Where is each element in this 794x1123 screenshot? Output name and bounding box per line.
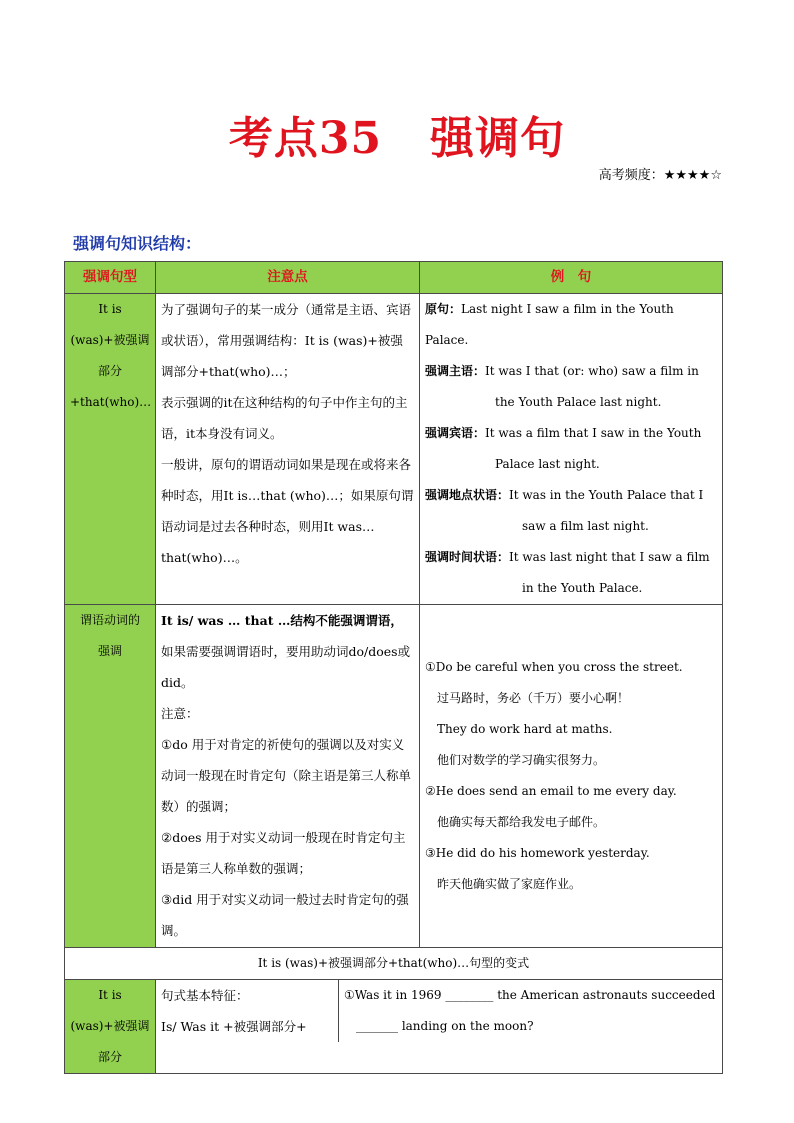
features-text: Is/ Was it +被强调部分+ [161,1019,307,1034]
header-type: 强调句型 [65,262,156,294]
row4-inner [156,980,722,1042]
table-row [65,605,723,948]
knowledge-table [64,261,723,1074]
example-line: _______ landing on the moon? [356,1019,534,1033]
table-row [65,980,723,1074]
example-text: It was last night that I saw a film [509,550,710,564]
example-text: It was I that (or: who) saw a film in [485,364,699,378]
table-header-row [65,262,723,294]
header-examples: 例 句 [420,262,723,294]
notes-bold: It is/ was … that …结构不能强调谓语， [161,613,403,628]
example-text-cont: the Youth Palace last night. [495,395,662,409]
example-text-cont: in the Youth Palace. [522,581,643,595]
note-lead: ①do [161,737,188,752]
example-line: ①Was it in 1969 ________ the American astronauts succeeded [344,988,716,1002]
row4-content [156,980,723,1074]
row4-type: It is (was)+被强调部分 [65,980,156,1074]
page-title [0,102,794,166]
example-label: 强调宾语： [425,426,486,440]
row2-notes [156,605,420,948]
example-label: 强调主语： [425,364,486,378]
example-item [425,480,717,542]
example-item [425,418,717,480]
note-lead: ③did [161,892,193,907]
example-label: 强调时间状语： [425,550,510,564]
header-notes: 注意点 [156,262,420,294]
row2-examples [420,605,723,948]
table-row [65,294,723,605]
row2-type: 谓语动词的强调 [65,605,156,948]
example-line: 过马路时，务必（千万）要小心啊！ [437,691,630,705]
features-label: 句式基本特征： [161,988,249,1003]
example-line: ②He does send an email to me every day. [425,784,677,798]
note-text: 用于对肯定的祈使句的强调以及对实义动词一般现在时肯定句（除主语是第三人称单数）的强调； [161,737,412,814]
row1-notes [156,294,420,605]
row3-caption: It is (was)+被强调部分+that(who)…句型的变式 [65,948,723,980]
table-row [65,948,723,980]
notes-rest: 如果需要强调谓语时，要用助动词do/does或did。 [161,644,411,690]
row1-examples [420,294,723,605]
title-part2: 强调句 [430,113,566,164]
example-line: They do work hard at maths. [437,722,613,736]
note-text: 表示强调的it在这种结构的句子中作主句的主语，it本身没有词义。 [161,395,408,441]
example-text: It was a film that I saw in the Youth [485,426,702,440]
note-item [161,822,414,884]
example-item [425,356,717,418]
example-text: Last night I saw a film in the Youth Palace. [425,302,674,347]
title-part1: 考点35 [228,113,383,164]
example-line: ③He did do his homework yesterday. [425,846,650,860]
example-text-cont: saw a film last night. [522,519,649,533]
example-text: It was in the Youth Palace that I [509,488,704,502]
note-text: 用于对实义动词一般过去时肯定句的强调。 [161,892,409,938]
example-text-cont: Palace last night. [495,457,600,471]
example-line: 昨天他确实做了家庭作业。 [437,877,582,891]
row4-example [339,980,722,1042]
example-line: 他们对数学的学习确实很努力。 [437,753,606,767]
row1-type: It is (was)+被强调部分+that(who)… [65,294,156,605]
note-item [161,729,414,822]
note-text: 一般讲，原句的谓语动词如果是现在或将来各种时态，用It is…that (who)…；如果原句谓语动词是过去各种时态，则用It was… that(who)…。 [161,457,414,565]
row2-notes-intro [161,605,414,698]
example-item [425,294,717,356]
frequency-rating: 高考频度：★★★★☆ [598,168,722,183]
example-line: ①Do be careful when you cross the street. [425,660,683,674]
note-text: 用于对实义动词一般现在时肯定句主语是第三人称单数的强调； [161,830,406,876]
note-label: 注意： [161,706,199,721]
example-label: 原句： [425,302,462,316]
example-line: 他确实每天都给我发电子邮件。 [437,815,606,829]
row4-features [156,980,339,1042]
example-item [425,542,717,604]
section-heading: 强调句知识结构： [73,234,202,253]
note-text: 为了强调句子的某一成分（通常是主语、宾语或状语），常用强调结构：It is (was)+被强调部分+that(who)…； [161,302,412,379]
note-lead: ②does [161,830,202,845]
note-item [161,884,414,946]
example-label: 强调地点状语： [425,488,510,502]
